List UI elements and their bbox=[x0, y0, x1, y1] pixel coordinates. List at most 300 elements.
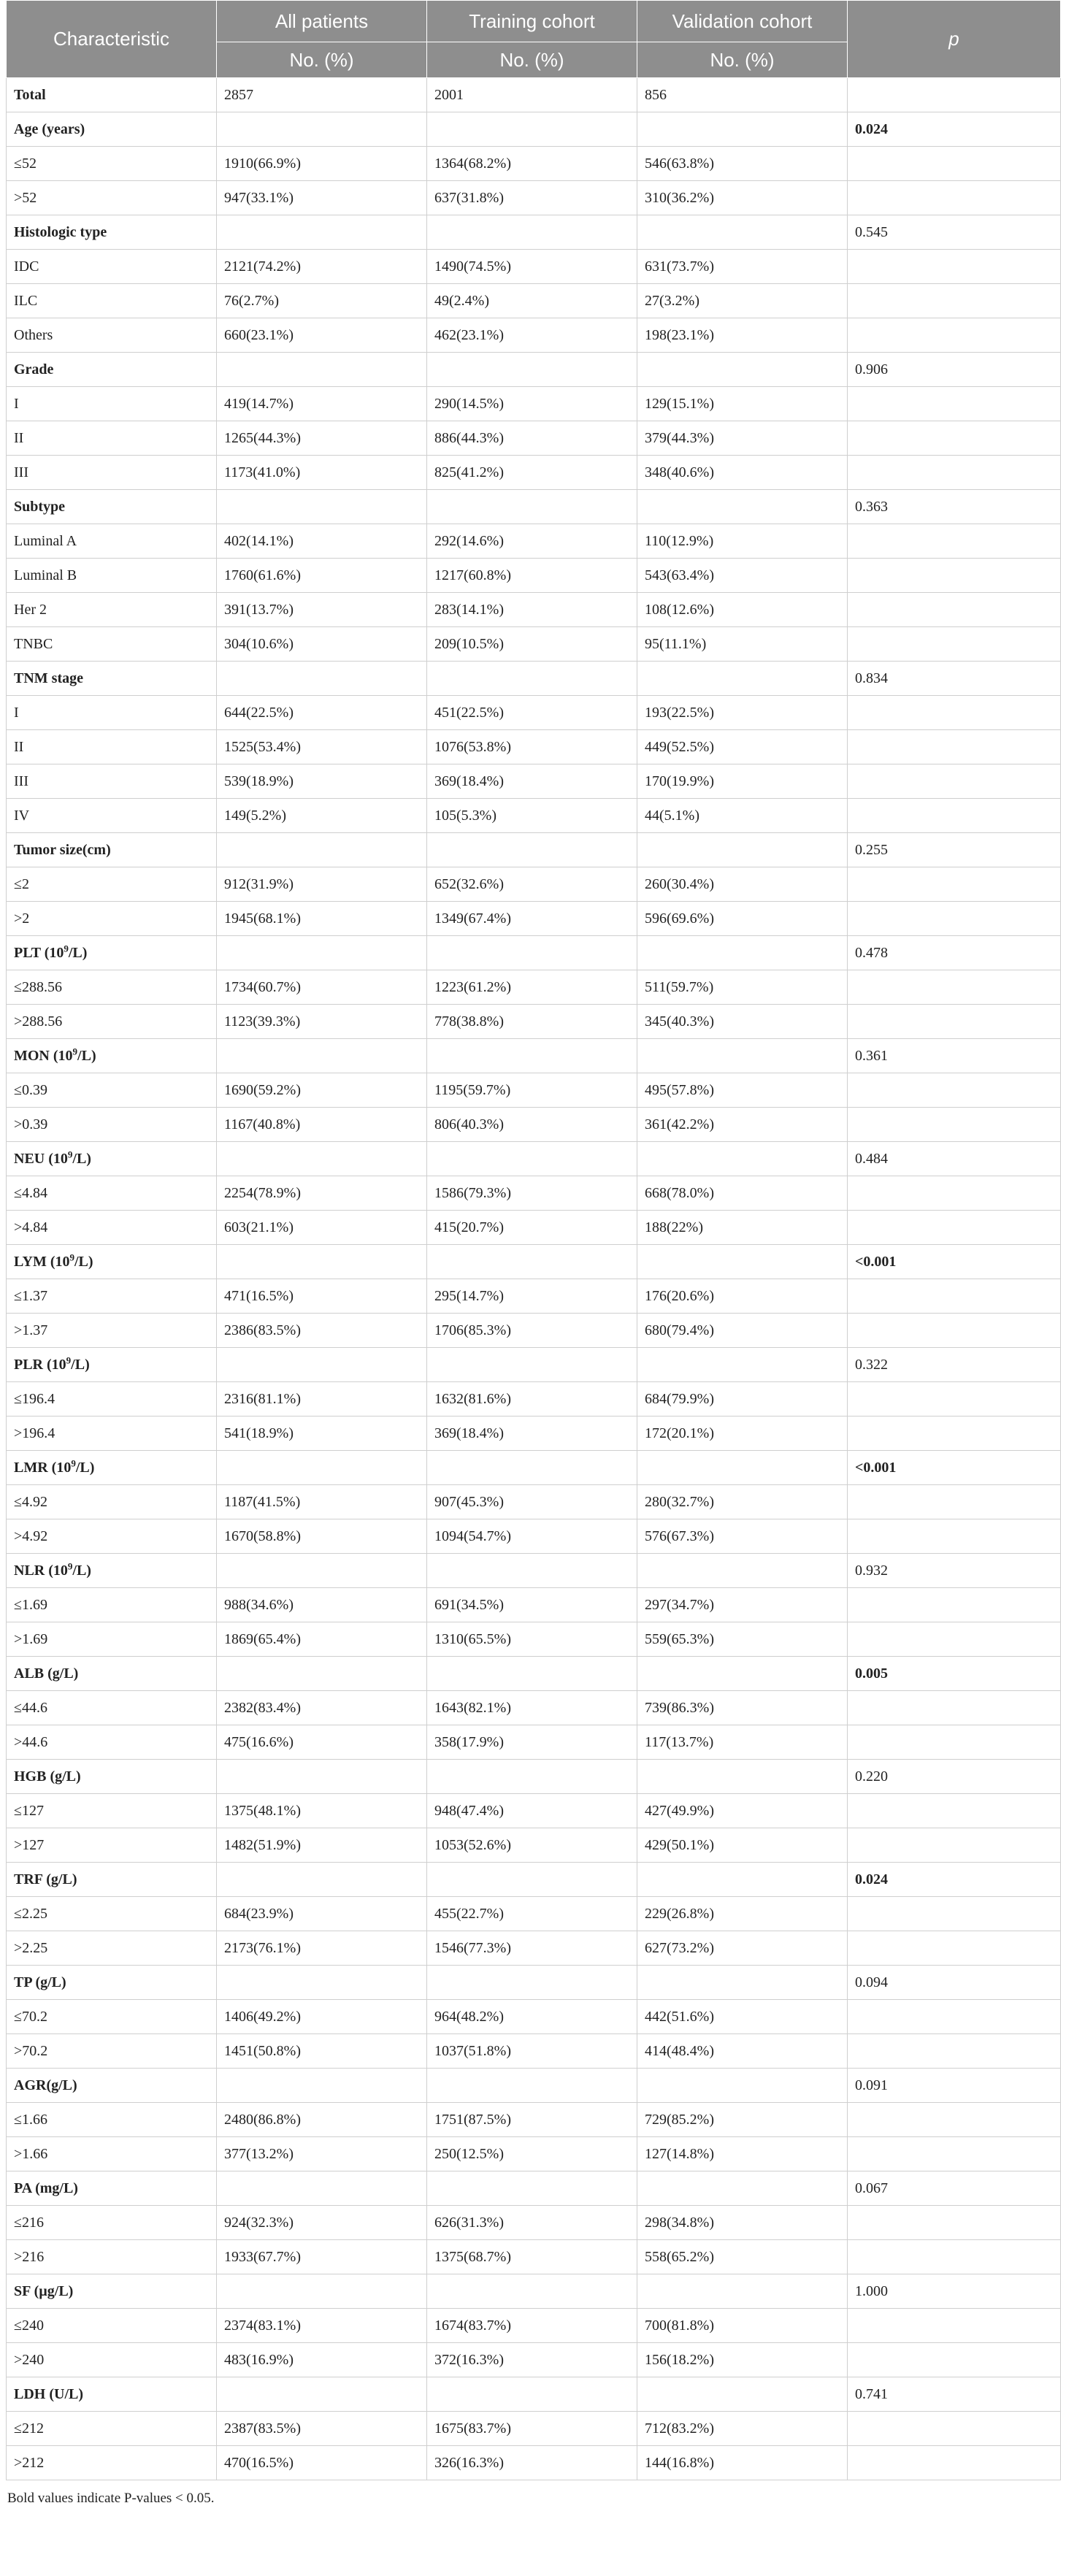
characteristic-cell: TRF (g/L) bbox=[7, 1863, 217, 1897]
all-patients-cell: 1670(58.8%) bbox=[217, 1519, 427, 1554]
training-cohort-cell bbox=[427, 1142, 637, 1176]
table-row bbox=[7, 1176, 1061, 1211]
validation-cohort-cell bbox=[637, 1554, 848, 1588]
training-cohort-cell bbox=[427, 112, 637, 147]
validation-cohort-cell: 627(73.2%) bbox=[637, 1931, 848, 1966]
training-cohort-cell bbox=[427, 490, 637, 524]
all-patients-cell bbox=[217, 1657, 427, 1691]
training-cohort-cell bbox=[427, 1863, 637, 1897]
all-patients-cell bbox=[217, 1348, 427, 1382]
table-row bbox=[7, 1314, 1061, 1348]
validation-cohort-cell bbox=[637, 833, 848, 867]
p-value-cell bbox=[848, 2103, 1061, 2137]
characteristic-cell: Total bbox=[7, 78, 217, 112]
all-patients-cell: 76(2.7%) bbox=[217, 284, 427, 318]
characteristics-table bbox=[6, 0, 1061, 2480]
p-value-cell bbox=[848, 1794, 1061, 1828]
training-cohort-cell: 1643(82.1%) bbox=[427, 1691, 637, 1725]
validation-cohort-cell bbox=[637, 112, 848, 147]
table-row bbox=[7, 2240, 1061, 2274]
footnote: Bold values indicate P-values < 0.05. bbox=[7, 2491, 215, 2506]
validation-cohort-cell bbox=[637, 936, 848, 970]
table-row bbox=[7, 2206, 1061, 2240]
training-cohort-cell: 372(16.3%) bbox=[427, 2343, 637, 2377]
p-value-cell bbox=[848, 181, 1061, 215]
training-cohort-cell: 964(48.2%) bbox=[427, 2000, 637, 2034]
validation-cohort-cell: 546(63.8%) bbox=[637, 147, 848, 181]
characteristic-cell: II bbox=[7, 421, 217, 456]
table-row-group bbox=[7, 936, 1061, 970]
all-patients-cell: 1375(48.1%) bbox=[217, 1794, 427, 1828]
p-value-cell bbox=[848, 799, 1061, 833]
characteristic-cell: >2 bbox=[7, 902, 217, 936]
characteristic-cell: ≤0.39 bbox=[7, 1073, 217, 1108]
all-patients-cell bbox=[217, 1039, 427, 1073]
characteristic-cell: >52 bbox=[7, 181, 217, 215]
table-row bbox=[7, 2137, 1061, 2171]
all-patients-cell bbox=[217, 1760, 427, 1794]
all-patients-cell bbox=[217, 1863, 427, 1897]
validation-cohort-cell bbox=[637, 1245, 848, 1279]
training-cohort-cell bbox=[427, 353, 637, 387]
training-cohort-cell bbox=[427, 2069, 637, 2103]
all-patients-cell bbox=[217, 1451, 427, 1485]
validation-cohort-cell: 684(79.9%) bbox=[637, 1382, 848, 1417]
validation-cohort-cell bbox=[637, 2377, 848, 2412]
table-row bbox=[7, 559, 1061, 593]
table-row bbox=[7, 593, 1061, 627]
table-row bbox=[7, 284, 1061, 318]
validation-cohort-cell: 176(20.6%) bbox=[637, 1279, 848, 1314]
characteristic-cell: III bbox=[7, 456, 217, 490]
p-value-cell: 0.005 bbox=[848, 1657, 1061, 1691]
table-row bbox=[7, 318, 1061, 353]
characteristic-cell: >288.56 bbox=[7, 1005, 217, 1039]
all-patients-cell: 2374(83.1%) bbox=[217, 2309, 427, 2343]
validation-cohort-cell: 668(78.0%) bbox=[637, 1176, 848, 1211]
all-patients-cell: 924(32.3%) bbox=[217, 2206, 427, 2240]
validation-cohort-cell: 172(20.1%) bbox=[637, 1417, 848, 1451]
p-value-cell: 0.932 bbox=[848, 1554, 1061, 1588]
table-row bbox=[7, 2000, 1061, 2034]
p-value-cell bbox=[848, 1108, 1061, 1142]
characteristic-cell: TP (g/L) bbox=[7, 1966, 217, 2000]
training-cohort-cell bbox=[427, 936, 637, 970]
training-cohort-cell: 1364(68.2%) bbox=[427, 147, 637, 181]
header-all-patients: All patients bbox=[217, 1, 427, 42]
table-row-group bbox=[7, 833, 1061, 867]
validation-cohort-cell: 280(32.7%) bbox=[637, 1485, 848, 1519]
table-row bbox=[7, 1485, 1061, 1519]
table-row bbox=[7, 2103, 1061, 2137]
all-patients-cell: 475(16.6%) bbox=[217, 1725, 427, 1760]
validation-cohort-cell: 44(5.1%) bbox=[637, 799, 848, 833]
p-value-cell bbox=[848, 2309, 1061, 2343]
table-row bbox=[7, 1417, 1061, 1451]
table-row bbox=[7, 147, 1061, 181]
validation-cohort-cell: 511(59.7%) bbox=[637, 970, 848, 1005]
all-patients-cell: 541(18.9%) bbox=[217, 1417, 427, 1451]
all-patients-cell bbox=[217, 1554, 427, 1588]
table-row-group bbox=[7, 1863, 1061, 1897]
training-cohort-cell: 295(14.7%) bbox=[427, 1279, 637, 1314]
training-cohort-cell: 292(14.6%) bbox=[427, 524, 637, 559]
table-row bbox=[7, 1211, 1061, 1245]
characteristic-cell: >196.4 bbox=[7, 1417, 217, 1451]
all-patients-cell: 1910(66.9%) bbox=[217, 147, 427, 181]
characteristic-cell: ≤4.92 bbox=[7, 1485, 217, 1519]
all-patients-cell bbox=[217, 2377, 427, 2412]
p-value-cell bbox=[848, 2412, 1061, 2446]
validation-cohort-cell: 298(34.8%) bbox=[637, 2206, 848, 2240]
all-patients-cell bbox=[217, 833, 427, 867]
table-row bbox=[7, 764, 1061, 799]
training-cohort-cell bbox=[427, 833, 637, 867]
training-cohort-cell: 326(16.3%) bbox=[427, 2446, 637, 2480]
table-row bbox=[7, 1279, 1061, 1314]
characteristic-cell: IDC bbox=[7, 250, 217, 284]
p-value-cell: 0.361 bbox=[848, 1039, 1061, 1073]
table-row bbox=[7, 902, 1061, 936]
all-patients-cell: 1406(49.2%) bbox=[217, 2000, 427, 2034]
all-patients-cell: 419(14.7%) bbox=[217, 387, 427, 421]
header-training-cohort: Training cohort bbox=[427, 1, 637, 42]
validation-cohort-cell: 700(81.8%) bbox=[637, 2309, 848, 2343]
validation-cohort-cell: 117(13.7%) bbox=[637, 1725, 848, 1760]
characteristic-cell: ≤1.69 bbox=[7, 1588, 217, 1622]
all-patients-cell bbox=[217, 2171, 427, 2206]
characteristic-cell: Others bbox=[7, 318, 217, 353]
training-cohort-cell: 1706(85.3%) bbox=[427, 1314, 637, 1348]
all-patients-cell: 1187(41.5%) bbox=[217, 1485, 427, 1519]
characteristic-cell: Grade bbox=[7, 353, 217, 387]
p-value-cell bbox=[848, 627, 1061, 662]
characteristic-cell: I bbox=[7, 696, 217, 730]
validation-cohort-cell: 297(34.7%) bbox=[637, 1588, 848, 1622]
table-row bbox=[7, 970, 1061, 1005]
table-row bbox=[7, 387, 1061, 421]
validation-cohort-cell: 495(57.8%) bbox=[637, 1073, 848, 1108]
training-cohort-cell: 778(38.8%) bbox=[427, 1005, 637, 1039]
validation-cohort-cell bbox=[637, 662, 848, 696]
table-row-group bbox=[7, 1554, 1061, 1588]
all-patients-cell bbox=[217, 112, 427, 147]
all-patients-cell: 988(34.6%) bbox=[217, 1588, 427, 1622]
p-value-cell: 0.255 bbox=[848, 833, 1061, 867]
all-patients-cell: 1525(53.4%) bbox=[217, 730, 427, 764]
training-cohort-cell bbox=[427, 1657, 637, 1691]
characteristic-cell: ≤44.6 bbox=[7, 1691, 217, 1725]
table-row bbox=[7, 181, 1061, 215]
training-cohort-cell bbox=[427, 1760, 637, 1794]
validation-cohort-cell: 856 bbox=[637, 78, 848, 112]
characteristic-cell: ≤196.4 bbox=[7, 1382, 217, 1417]
p-value-cell: 0.024 bbox=[848, 112, 1061, 147]
all-patients-cell: 2857 bbox=[217, 78, 427, 112]
table-row-group bbox=[7, 215, 1061, 250]
p-value-cell bbox=[848, 696, 1061, 730]
characteristic-cell: >2.25 bbox=[7, 1931, 217, 1966]
table-row bbox=[7, 1794, 1061, 1828]
p-value-cell: <0.001 bbox=[848, 1245, 1061, 1279]
characteristic-cell: ≤288.56 bbox=[7, 970, 217, 1005]
training-cohort-cell: 626(31.3%) bbox=[427, 2206, 637, 2240]
training-cohort-cell: 691(34.5%) bbox=[427, 1588, 637, 1622]
training-cohort-cell: 948(47.4%) bbox=[427, 1794, 637, 1828]
p-value-cell bbox=[848, 1417, 1061, 1451]
training-cohort-cell: 105(5.3%) bbox=[427, 799, 637, 833]
table-row bbox=[7, 799, 1061, 833]
characteristic-cell: Subtype bbox=[7, 490, 217, 524]
training-cohort-cell bbox=[427, 1348, 637, 1382]
training-cohort-cell: 1076(53.8%) bbox=[427, 730, 637, 764]
all-patients-cell: 644(22.5%) bbox=[217, 696, 427, 730]
p-value-cell bbox=[848, 1005, 1061, 1039]
training-cohort-cell: 1751(87.5%) bbox=[427, 2103, 637, 2137]
all-patients-cell: 2387(83.5%) bbox=[217, 2412, 427, 2446]
characteristic-cell: ≤212 bbox=[7, 2412, 217, 2446]
table-row-group bbox=[7, 1348, 1061, 1382]
validation-cohort-cell: 127(14.8%) bbox=[637, 2137, 848, 2171]
characteristic-cell: ≤4.84 bbox=[7, 1176, 217, 1211]
validation-cohort-cell: 680(79.4%) bbox=[637, 1314, 848, 1348]
validation-cohort-cell: 95(11.1%) bbox=[637, 627, 848, 662]
validation-cohort-cell: 414(48.4%) bbox=[637, 2034, 848, 2069]
validation-cohort-cell: 558(65.2%) bbox=[637, 2240, 848, 2274]
characteristic-cell: >44.6 bbox=[7, 1725, 217, 1760]
training-cohort-cell: 1375(68.7%) bbox=[427, 2240, 637, 2274]
p-value-cell: 0.091 bbox=[848, 2069, 1061, 2103]
validation-cohort-cell bbox=[637, 215, 848, 250]
training-cohort-cell: 652(32.6%) bbox=[427, 867, 637, 902]
p-value-cell bbox=[848, 387, 1061, 421]
characteristic-cell: LYM $(10^9/L)$ bbox=[7, 1245, 217, 1279]
training-cohort-cell: 1349(67.4%) bbox=[427, 902, 637, 936]
validation-cohort-cell: 739(86.3%) bbox=[637, 1691, 848, 1725]
characteristic-cell: ≤52 bbox=[7, 147, 217, 181]
all-patients-cell: 1265(44.3%) bbox=[217, 421, 427, 456]
training-cohort-cell: 451(22.5%) bbox=[427, 696, 637, 730]
training-cohort-cell bbox=[427, 215, 637, 250]
validation-cohort-cell: 379(44.3%) bbox=[637, 421, 848, 456]
characteristic-cell: Age (years) bbox=[7, 112, 217, 147]
p-value-cell bbox=[848, 1622, 1061, 1657]
training-cohort-cell bbox=[427, 1966, 637, 2000]
characteristic-cell: ≤1.66 bbox=[7, 2103, 217, 2137]
p-value-cell bbox=[848, 2206, 1061, 2240]
validation-cohort-cell bbox=[637, 1657, 848, 1691]
validation-cohort-cell: 198(23.1%) bbox=[637, 318, 848, 353]
validation-cohort-cell: 108(12.6%) bbox=[637, 593, 848, 627]
characteristic-cell: >240 bbox=[7, 2343, 217, 2377]
all-patients-cell bbox=[217, 1142, 427, 1176]
all-patients-cell bbox=[217, 353, 427, 387]
table-row bbox=[7, 524, 1061, 559]
characteristic-cell: LDH (U/L) bbox=[7, 2377, 217, 2412]
characteristic-cell: LMR $(10^9/L)$ bbox=[7, 1451, 217, 1485]
validation-cohort-cell bbox=[637, 2171, 848, 2206]
p-value-cell bbox=[848, 1897, 1061, 1931]
validation-cohort-cell: 260(30.4%) bbox=[637, 867, 848, 902]
p-value-cell: 1.000 bbox=[848, 2274, 1061, 2309]
validation-cohort-cell: 427(49.9%) bbox=[637, 1794, 848, 1828]
p-value-cell bbox=[848, 2446, 1061, 2480]
all-patients-cell bbox=[217, 662, 427, 696]
characteristic-cell: >1.69 bbox=[7, 1622, 217, 1657]
p-value-cell bbox=[848, 1691, 1061, 1725]
validation-cohort-cell: 559(65.3%) bbox=[637, 1622, 848, 1657]
characteristic-cell: II bbox=[7, 730, 217, 764]
table-row-group bbox=[7, 1760, 1061, 1794]
training-cohort-cell: 369(18.4%) bbox=[427, 764, 637, 799]
table-row-group bbox=[7, 662, 1061, 696]
all-patients-cell: 304(10.6%) bbox=[217, 627, 427, 662]
p-value-cell: <0.001 bbox=[848, 1451, 1061, 1485]
characteristic-cell: ≤1.37 bbox=[7, 1279, 217, 1314]
characteristic-cell: SF (µg/L) bbox=[7, 2274, 217, 2309]
all-patients-cell: 471(16.5%) bbox=[217, 1279, 427, 1314]
table-row-group bbox=[7, 2377, 1061, 2412]
p-value-cell bbox=[848, 1382, 1061, 1417]
p-value-cell bbox=[848, 2034, 1061, 2069]
training-cohort-cell: 2001 bbox=[427, 78, 637, 112]
table-row bbox=[7, 1382, 1061, 1417]
all-patients-cell: 2480(86.8%) bbox=[217, 2103, 427, 2137]
training-cohort-cell: 1223(61.2%) bbox=[427, 970, 637, 1005]
subheader-all-no-pct: No. (%) bbox=[217, 42, 427, 78]
all-patients-cell: 1482(51.9%) bbox=[217, 1828, 427, 1863]
all-patients-cell: 1869(65.4%) bbox=[217, 1622, 427, 1657]
table-row bbox=[7, 1931, 1061, 1966]
p-value-cell bbox=[848, 559, 1061, 593]
p-value-cell bbox=[848, 250, 1061, 284]
training-cohort-cell: 283(14.1%) bbox=[427, 593, 637, 627]
header-p-value: p bbox=[848, 1, 1061, 78]
all-patients-cell: 2121(74.2%) bbox=[217, 250, 427, 284]
validation-cohort-cell bbox=[637, 1863, 848, 1897]
training-cohort-cell: 1094(54.7%) bbox=[427, 1519, 637, 1554]
table-row bbox=[7, 421, 1061, 456]
table-row bbox=[7, 456, 1061, 490]
training-cohort-cell: 1675(83.7%) bbox=[427, 2412, 637, 2446]
validation-cohort-cell: 188(22%) bbox=[637, 1211, 848, 1245]
table-row bbox=[7, 1005, 1061, 1039]
training-cohort-cell bbox=[427, 1245, 637, 1279]
all-patients-cell: 539(18.9%) bbox=[217, 764, 427, 799]
table-row-group bbox=[7, 1142, 1061, 1176]
table-row-group bbox=[7, 1657, 1061, 1691]
training-cohort-cell: 369(18.4%) bbox=[427, 1417, 637, 1451]
validation-cohort-cell: 345(40.3%) bbox=[637, 1005, 848, 1039]
table-row bbox=[7, 250, 1061, 284]
validation-cohort-cell: 729(85.2%) bbox=[637, 2103, 848, 2137]
table-row bbox=[7, 696, 1061, 730]
characteristic-cell: NEU $(10^9/L)$ bbox=[7, 1142, 217, 1176]
characteristic-cell: >4.84 bbox=[7, 1211, 217, 1245]
table-row bbox=[7, 1622, 1061, 1657]
validation-cohort-cell bbox=[637, 490, 848, 524]
p-value-cell bbox=[848, 1828, 1061, 1863]
all-patients-cell: 149(5.2%) bbox=[217, 799, 427, 833]
all-patients-cell: 2316(81.1%) bbox=[217, 1382, 427, 1417]
p-value-cell bbox=[848, 1211, 1061, 1245]
training-cohort-cell: 462(23.1%) bbox=[427, 318, 637, 353]
table-row-group bbox=[7, 78, 1061, 112]
characteristic-cell: >212 bbox=[7, 2446, 217, 2480]
validation-cohort-cell: 631(73.7%) bbox=[637, 250, 848, 284]
p-value-cell bbox=[848, 318, 1061, 353]
characteristic-cell: >127 bbox=[7, 1828, 217, 1863]
characteristic-cell: ≤70.2 bbox=[7, 2000, 217, 2034]
training-cohort-cell bbox=[427, 1451, 637, 1485]
table-row bbox=[7, 2343, 1061, 2377]
validation-cohort-cell: 348(40.6%) bbox=[637, 456, 848, 490]
table-row bbox=[7, 867, 1061, 902]
validation-cohort-cell bbox=[637, 1348, 848, 1382]
p-value-cell bbox=[848, 78, 1061, 112]
p-value-cell bbox=[848, 764, 1061, 799]
table-row bbox=[7, 1588, 1061, 1622]
all-patients-cell: 1945(68.1%) bbox=[217, 902, 427, 936]
characteristic-cell: ≤216 bbox=[7, 2206, 217, 2240]
p-value-cell bbox=[848, 2000, 1061, 2034]
p-value-cell: 0.545 bbox=[848, 215, 1061, 250]
table-row bbox=[7, 1897, 1061, 1931]
characteristic-cell: III bbox=[7, 764, 217, 799]
validation-cohort-cell bbox=[637, 2274, 848, 2309]
characteristic-cell: >70.2 bbox=[7, 2034, 217, 2069]
all-patients-cell: 1690(59.2%) bbox=[217, 1073, 427, 1108]
subheader-training-no-pct: No. (%) bbox=[427, 42, 637, 78]
validation-cohort-cell: 110(12.9%) bbox=[637, 524, 848, 559]
validation-cohort-cell bbox=[637, 1966, 848, 2000]
characteristic-cell: PA (mg/L) bbox=[7, 2171, 217, 2206]
p-value-cell: 0.322 bbox=[848, 1348, 1061, 1382]
validation-cohort-cell: 27(3.2%) bbox=[637, 284, 848, 318]
training-cohort-cell: 1586(79.3%) bbox=[427, 1176, 637, 1211]
training-cohort-cell bbox=[427, 662, 637, 696]
table-row bbox=[7, 1519, 1061, 1554]
all-patients-cell: 377(13.2%) bbox=[217, 2137, 427, 2171]
training-cohort-cell: 290(14.5%) bbox=[427, 387, 637, 421]
validation-cohort-cell bbox=[637, 1760, 848, 1794]
p-value-cell: 0.067 bbox=[848, 2171, 1061, 2206]
validation-cohort-cell: 156(18.2%) bbox=[637, 2343, 848, 2377]
table-row-group bbox=[7, 2171, 1061, 2206]
table-row-group bbox=[7, 1451, 1061, 1485]
validation-cohort-cell: 129(15.1%) bbox=[637, 387, 848, 421]
all-patients-cell: 2386(83.5%) bbox=[217, 1314, 427, 1348]
p-value-cell bbox=[848, 1725, 1061, 1760]
training-cohort-cell: 1490(74.5%) bbox=[427, 250, 637, 284]
subheader-validation-no-pct: No. (%) bbox=[637, 42, 848, 78]
characteristic-cell: ≤127 bbox=[7, 1794, 217, 1828]
all-patients-cell bbox=[217, 1245, 427, 1279]
table-row bbox=[7, 1073, 1061, 1108]
training-cohort-cell bbox=[427, 1554, 637, 1588]
characteristic-cell: HGB (g/L) bbox=[7, 1760, 217, 1794]
p-value-cell: 0.094 bbox=[848, 1966, 1061, 2000]
training-cohort-cell: 806(40.3%) bbox=[427, 1108, 637, 1142]
table-row bbox=[7, 730, 1061, 764]
training-cohort-cell: 637(31.8%) bbox=[427, 181, 637, 215]
p-value-cell: 0.741 bbox=[848, 2377, 1061, 2412]
all-patients-cell: 1933(67.7%) bbox=[217, 2240, 427, 2274]
training-cohort-cell: 1632(81.6%) bbox=[427, 1382, 637, 1417]
all-patients-cell: 1760(61.6%) bbox=[217, 559, 427, 593]
table-row-group bbox=[7, 112, 1061, 147]
all-patients-cell: 402(14.1%) bbox=[217, 524, 427, 559]
